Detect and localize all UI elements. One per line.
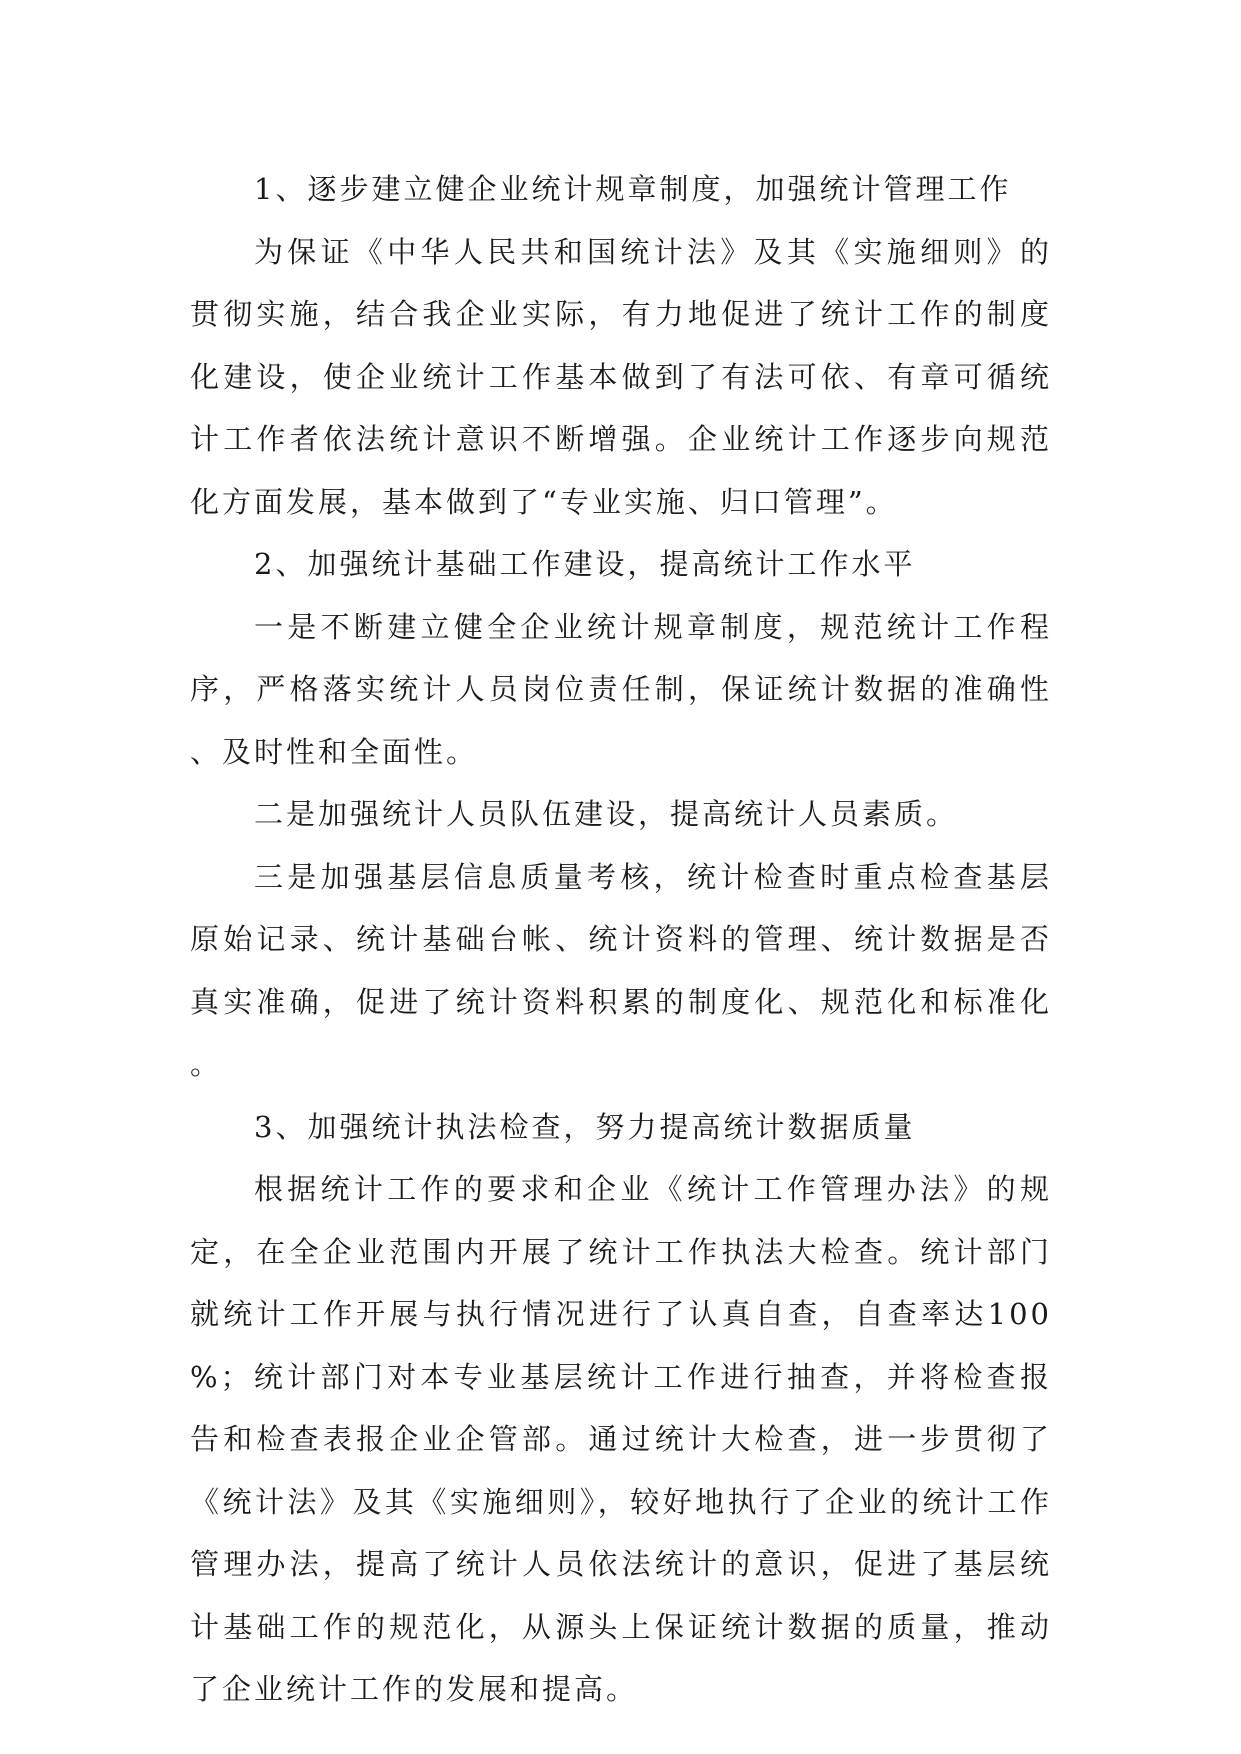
paragraph-law-enforcement: 根据统计工作的要求和企业《统计工作管理办法》的规定，在全企业范围内开展了统计工作执法大检查。统计部门就统计工作开展与执行情况进行了认真自查，自查率达100%；统计部门对本专业基层统计工作进行抽查，并将检查报告和检查表报企业企管部。通过统计大检查，进一步贯彻了《统计法》及其《实施细则》，较好地执行了企业的统计工作管理办法，提高了统计人员依法统计的意识，促进了基层统计基础工作的规范化，从源头上保证统计数据的质量，推动了企业统计工作的发展和提高。 [190,1172,1052,1706]
paragraph-point-one: 一是不断建立健全企业统计规章制度，规范统计工作程序，严格落实统计人员岗位责任制，保证统计数据的准确性、及时性和全面性。 [190,609,1052,769]
section-heading-3: 3、加强统计执法检查，努力提高统计数据质量 [254,1109,916,1144]
document-body [190,158,1052,1721]
section-heading-2: 2、加强统计基础工作建设，提高统计工作水平 [254,547,916,581]
paragraph-point-two: 二是加强统计人员队伍建设，提高统计人员素质。 [254,797,959,831]
paragraph-statistics-law: 为保证《中华人民共和国统计法》及其《实施细则》的贯彻实施，结合我企业实际，有力地促进了统计工作的制度化建设，使企业统计工作基本做到了有法可依、有章可循统计工作者依法统计意识不断增强。企业统计工作逐步向规范化方面发展，基本做到了“专业实施、归口管理”。 [190,234,1052,519]
paragraph-point-three: 三是加强基层信息质量考核，统计检查时重点检查基层原始记录、统计基础台帐、统计资料的管理、统计数据是否真实准确，促进了统计资料积累的制度化、规范化和标准化。 [190,859,1052,1081]
section-heading-1: 1、逐步建立健企业统计规章制度，加强统计管理工作 [254,172,1012,206]
